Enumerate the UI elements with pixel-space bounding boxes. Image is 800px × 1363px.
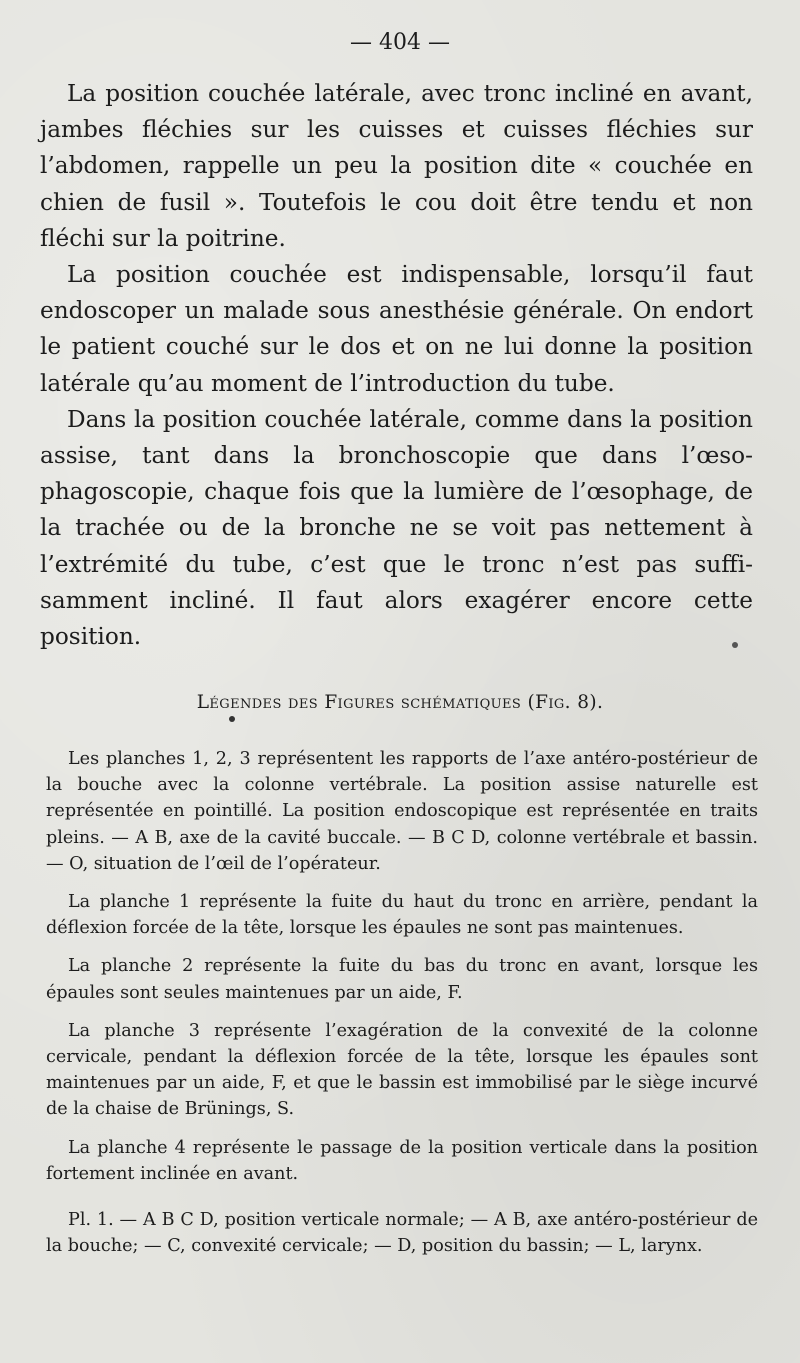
- ink-speck: [732, 642, 738, 648]
- body-paragraph-1: La position couchée latérale, avec tronc incliné en avant, jambes fléchies sur les cuisses et cuisses fléchies sur l’abdomen, rappelle un peu la position dite « couchée en chien de fusil ». Toutefois le cou doit être tendu et non fléchi sur la poitrine.: [40, 80, 753, 252]
- page-number: — 404 —: [350, 30, 450, 55]
- legend-paragraph-2: La planche 1 représente la fuite du haut du tronc en arrière, pendant la déflexion forcée de la tête, lorsque les épaules ne sont pas maintenues.: [46, 892, 758, 939]
- ink-speck: [229, 716, 235, 722]
- body-text: [40, 76, 753, 655]
- plate-caption: Pl. 1. — A B C D, position verticale normale; — A B, axe antéro-postérieur de la bouche; — C, convexité cervicale; — D, position du bassin; — L, larynx.: [46, 1210, 758, 1257]
- body-paragraph-3: Dans la position couchée latérale, comme dans la position assise, tant dans la bronchoscopie que dans l’œsophagoscopie, chaque fois que la lumière de l’œsophage, de la trachée ou de la bronche ne se voit pas nettement à l’extrémité du tube, c’est que le tronc n’est pas suffisamment incliné. Il faut alors exagérer encore cette position.: [40, 405, 753, 651]
- legend-paragraph-1: Les planches 1, 2, 3 représentent les rapports de l’axe antéro-postérieur de la bouche avec la colonne vertébrale. La position assise naturelle est représentée en pointillé. La position endoscopique est représentée en traits pleins. — A B, axe de la cavité buccale. — B C D, colonne vertébrale et bassin. — O, situation de l’œil de l’opérateur.: [46, 749, 758, 874]
- legend-paragraph-3: La planche 2 représente la fuite du bas du tronc en avant, lorsque les épaules sont seules maintenues par un aide, F.: [46, 956, 758, 1003]
- legend-heading: Légendes des Figures schématiques (Fig. 8).: [196, 692, 604, 713]
- legend-paragraph-4: La planche 3 représente l’exagération de la convexité de la colonne cervicale, pendant la déflexion forcée de la tête, lorsque les épaules sont maintenues par un aide, F, et que le bassin est immobilisé par le siège incurvé de la chaise de Brünings, S.: [46, 1020, 758, 1120]
- legend-paragraph-5: La planche 4 représente le passage de la position verticale dans la position fortement inclinée en avant.: [46, 1137, 758, 1184]
- figure-legends: [46, 746, 758, 1271]
- body-paragraph-2: La position couchée est indispensable, lorsqu’il faut endoscoper un malade sous anesthésie générale. On endort le patient couché sur le dos et on ne lui donne la position latérale qu’au moment de l’introduction du tube.: [40, 261, 753, 397]
